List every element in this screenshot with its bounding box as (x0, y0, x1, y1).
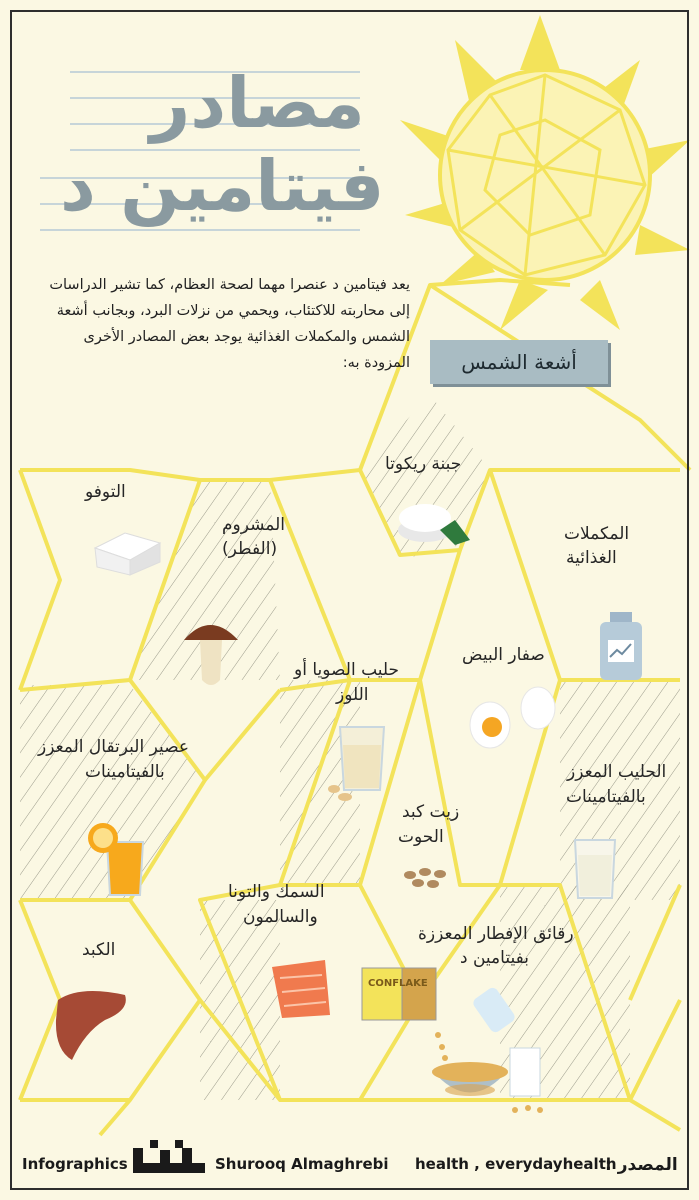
label-cereal-2: بفيتامين د (460, 948, 529, 968)
label-mushroom-1: المشروم (222, 515, 286, 535)
label-supplements-1: المكملات (564, 524, 630, 544)
footer-source-value: health , everydayhealth (415, 1155, 617, 1173)
footer-source-label: المصدر : (605, 1155, 678, 1175)
label-fish-2: والسالمون (243, 907, 318, 927)
label-liver: الكبد (82, 940, 116, 960)
label-fortified-milk-2: بالفيتامينات (566, 787, 646, 807)
label-tofu: التوفو (85, 482, 126, 502)
label-orange-juice-1: عصير البرتقال المعزز (38, 737, 189, 757)
footer-author: Shurooq Almaghrebi (215, 1155, 389, 1173)
page-title-line1: مصادر (150, 62, 365, 144)
label-cereal-1: رقائق الإفطار المعززة (418, 924, 574, 944)
label-ricotta: جبنة ريكوتا (385, 454, 462, 474)
label-fish-oil-1: زيت كبد (402, 802, 460, 822)
cereal-box-text: CONFLAKE (368, 978, 428, 989)
footer-infographics: Infographics (22, 1155, 128, 1173)
sunlight-banner: أشعة الشمس (430, 340, 608, 384)
label-fish-1: السمك والتونا (228, 882, 325, 902)
label-mushroom-2: (الفطر) (222, 539, 278, 559)
intro-paragraph: يعد فيتامين د عنصرا مهما لصحة العظام، كما تشير الدراسات إلى محاربته للاكتئاب، ويحمي من نزلات البرد، وبجانب أشعة الشمس والمكملات الغذائية يوجد بعض المصادر الأخرى المزودة به: (49, 277, 410, 371)
label-fish-oil-2: الحوت (398, 827, 444, 847)
label-fortified-milk-1: الحليب المعزز (567, 762, 667, 782)
label-soy-milk-2: اللوز (336, 685, 369, 705)
label-orange-juice-2: بالفيتامينات (85, 762, 165, 782)
label-soy-milk-1: حليب الصويا أو (294, 660, 400, 680)
label-egg-yolk: صفار البيض (462, 645, 545, 665)
label-supplements-2: الغذائية (566, 548, 617, 568)
page-title-line2: فيتامين د (60, 145, 385, 227)
